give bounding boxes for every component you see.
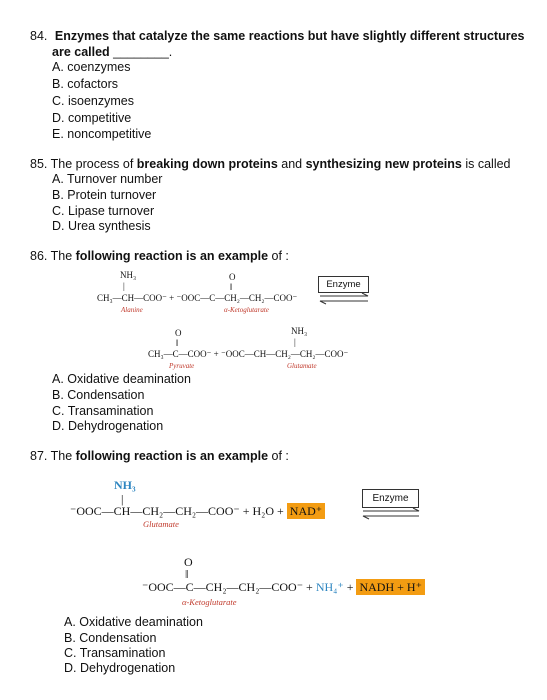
bond-double-87: ‖: [185, 567, 189, 581]
carbonyl-o-87: O: [184, 555, 193, 569]
nh3-label: NH₃: [120, 270, 137, 280]
q86-option-b[interactable]: B. Condensation: [52, 388, 145, 402]
q84-option-a[interactable]: A. coenzymes: [52, 60, 131, 74]
bond-double: ‖: [230, 282, 233, 292]
q87-option-a[interactable]: A. Oxidative deamination: [64, 615, 203, 629]
reactants-formula: CH₃—CH—COO⁻ + ⁻OOC—C—CH₂—CH₂—COO⁻: [97, 293, 298, 303]
pyruvate-label: Pyruvate: [169, 362, 195, 370]
enzyme-box: Enzyme: [318, 276, 369, 293]
carbonyl-o-2: O: [175, 328, 182, 338]
bond-vertical-2: |: [294, 337, 296, 347]
ketoglutarate-label: α-Ketoglutarate: [224, 306, 269, 314]
q85-option-b[interactable]: B. Protein turnover: [52, 188, 157, 202]
q86-option-d[interactable]: D. Dehydrogenation: [52, 419, 164, 433]
bond-vertical: |: [123, 281, 125, 291]
reactants-87: ⁻OOC—CH—CH₂—CH₂—COO⁻ + H₂O + NAD⁺: [70, 504, 325, 519]
q84-option-e[interactable]: E. noncompetitive: [52, 127, 152, 141]
question-84-stem-line2: are called ________.: [52, 45, 173, 59]
q86-option-c[interactable]: C. Transamination: [52, 404, 154, 418]
answer-blank: ________.: [113, 45, 173, 59]
equilibrium-arrow-icon: [318, 293, 370, 305]
alanine-label: Alanine: [121, 306, 143, 314]
q84-option-b[interactable]: B. cofactors: [52, 77, 118, 91]
products-formula: CH₃—C—COO⁻ + ⁻OOC—CH—CH₂—CH₂—COO⁻: [148, 349, 349, 359]
question-84-stem: [30, 28, 530, 44]
question-86-stem: 86. The following reaction is an example of :: [30, 249, 289, 263]
question-number: 84.: [30, 29, 48, 43]
glutamate-label: Glutamate: [287, 362, 317, 370]
question-84: [30, 28, 530, 60]
nad-highlight: NAD⁺: [287, 503, 325, 519]
equilibrium-arrow-icon: [361, 508, 421, 520]
carbonyl-o: O: [229, 272, 236, 282]
q85-option-d[interactable]: D. Urea synthesis: [52, 219, 151, 233]
q87-option-d[interactable]: D. Dehydrogenation: [64, 661, 176, 675]
q85-option-c[interactable]: C. Lipase turnover: [52, 204, 155, 218]
q87-option-c[interactable]: C. Transamination: [64, 646, 166, 660]
question-85-stem: 85. The process of breaking down proteins and synthesizing new proteins is called: [30, 157, 511, 171]
products-87: ⁻OOC—C—CH₂—CH₂—COO⁻ + NH₄⁺ + NADH + H⁺: [142, 580, 425, 595]
glutamate-label-87: Glutamate: [143, 519, 179, 529]
bond-double-2: ‖: [176, 338, 179, 348]
q84-option-d[interactable]: D. competitive: [52, 111, 132, 125]
nadh-highlight: NADH + H⁺: [356, 579, 424, 595]
ketoglutarate-label-87: α-Ketoglutarate: [182, 597, 237, 607]
nh3-group: NH₃: [114, 478, 136, 492]
q85-option-a[interactable]: A. Turnover number: [52, 172, 163, 186]
q87-option-b[interactable]: B. Condensation: [64, 631, 157, 645]
enzyme-box-87: Enzyme: [362, 489, 419, 508]
question-84-text-line1: Enzymes that catalyze the same reactions but have slightly different structures: [54, 29, 525, 43]
q84-option-c[interactable]: C. isoenzymes: [52, 94, 134, 108]
bond-vertical-3: |: [121, 492, 124, 506]
q86-option-a[interactable]: A. Oxidative deamination: [52, 372, 191, 386]
question-87-stem: 87. The following reaction is an example of :: [30, 449, 289, 463]
ammonium: NH₄⁺: [315, 580, 344, 594]
nh3-label-2: NH₃: [291, 326, 308, 336]
